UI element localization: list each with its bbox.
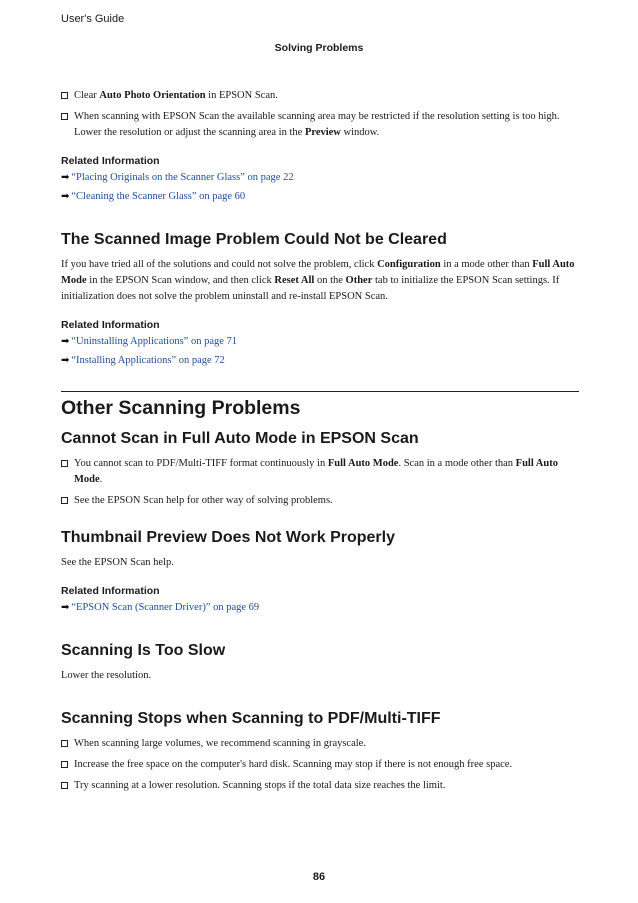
checkbox-bullet-icon	[61, 460, 68, 467]
bullet-text: Clear	[74, 90, 100, 101]
chapter-header: Solving Problems	[274, 42, 364, 54]
section-heading: Cannot Scan in Full Auto Mode in EPSON Scan	[61, 430, 419, 447]
related-link-text[interactable]: “EPSON Scan (Scanner Driver)” on page 69	[71, 602, 260, 613]
related-link[interactable]	[61, 189, 579, 205]
ui-term: Auto Photo Orientation	[99, 90, 206, 101]
related-link-text[interactable]: “Cleaning the Scanner Glass” on page 60	[71, 191, 246, 202]
para-text: in a mode other than	[440, 259, 533, 270]
para-text: tab to initialize the EPSON Scan settings. If initialization does not solve the problem uninstall and re-install EPSON Scan.	[61, 275, 560, 302]
checkbox-bullet-icon	[61, 113, 68, 120]
related-link[interactable]	[61, 600, 579, 616]
ui-term: Full Auto Mode	[327, 458, 399, 469]
arrow-right-icon: ➡	[61, 355, 70, 366]
related-link[interactable]	[61, 353, 579, 369]
bullet-item	[61, 109, 579, 141]
related-link-text[interactable]: “Uninstalling Applications” on page 71	[71, 336, 238, 347]
bullet-item	[61, 456, 579, 488]
para-text: in the EPSON Scan window, and then click	[86, 275, 275, 286]
bullet-text: in EPSON Scan.	[205, 90, 278, 101]
bullet-text: When scanning large volumes, we recommend scanning in grayscale.	[74, 738, 366, 749]
page-number: 86	[312, 871, 326, 883]
bullet-text: Try scanning at a lower resolution. Scanning stops if the total data size reaches the limit.	[74, 780, 446, 791]
section-paragraph: Lower the resolution.	[61, 670, 152, 681]
section-heading: Thumbnail Preview Does Not Work Properly	[61, 529, 395, 546]
ui-term: Reset All	[274, 275, 315, 286]
arrow-right-icon: ➡	[61, 336, 70, 347]
section-heading: The Scanned Image Problem Could Not be Cleared	[61, 231, 447, 248]
para-text: If you have tried all of the solutions and could not solve the problem, click	[61, 259, 378, 270]
section-heading: Scanning Is Too Slow	[61, 642, 226, 659]
bullet-text: When scanning with EPSON Scan the available scanning area may be restricted if the resolution setting is too high. Lower the resolution or adjust the scanning area in the	[74, 111, 560, 138]
related-information-label: Related Information	[61, 319, 160, 331]
ui-term: Other	[345, 275, 373, 286]
bullet-item	[61, 778, 579, 794]
page-content	[61, 88, 579, 799]
related-link[interactable]	[61, 334, 579, 350]
bullet-text: window.	[340, 127, 380, 138]
chapter-heading: Other Scanning Problems	[61, 391, 579, 420]
ui-term: Configuration	[377, 259, 441, 270]
bullet-text: See the EPSON Scan help for other way of solving problems.	[74, 495, 333, 506]
arrow-right-icon: ➡	[61, 172, 70, 183]
bullet-item	[61, 757, 579, 773]
bullet-text: You cannot scan to PDF/Multi-TIFF format continuously in	[74, 458, 328, 469]
checkbox-bullet-icon	[61, 761, 68, 768]
checkbox-bullet-icon	[61, 92, 68, 99]
ui-term: Full Auto Mode	[61, 259, 575, 286]
section-heading: Scanning Stops when Scanning to PDF/Multi-TIFF	[61, 710, 441, 727]
arrow-right-icon: ➡	[61, 191, 70, 202]
related-information-label: Related Information	[61, 155, 160, 167]
ui-term: Preview	[304, 127, 341, 138]
bullet-text: .	[99, 474, 103, 485]
arrow-right-icon: ➡	[61, 602, 70, 613]
bullet-item	[61, 493, 579, 509]
section-paragraph	[61, 257, 579, 305]
bullet-text: Increase the free space on the computer's hard disk. Scanning may stop if there is not enough free space.	[74, 759, 513, 770]
related-information-label: Related Information	[61, 585, 160, 597]
guide-title: User's Guide	[61, 13, 125, 25]
checkbox-bullet-icon	[61, 740, 68, 747]
para-text: on the	[314, 275, 346, 286]
checkbox-bullet-icon	[61, 497, 68, 504]
ui-term: Full Auto Mode	[74, 458, 558, 485]
related-link[interactable]	[61, 170, 579, 186]
section-paragraph: See the EPSON Scan help.	[61, 557, 174, 568]
bullet-text: . Scan in a mode other than	[398, 458, 516, 469]
related-link-text[interactable]: “Placing Originals on the Scanner Glass” on page 22	[71, 172, 294, 183]
checkbox-bullet-icon	[61, 782, 68, 789]
bullet-item	[61, 88, 579, 104]
related-link-text[interactable]: “Installing Applications” on page 72	[71, 355, 225, 366]
bullet-item	[61, 736, 579, 752]
